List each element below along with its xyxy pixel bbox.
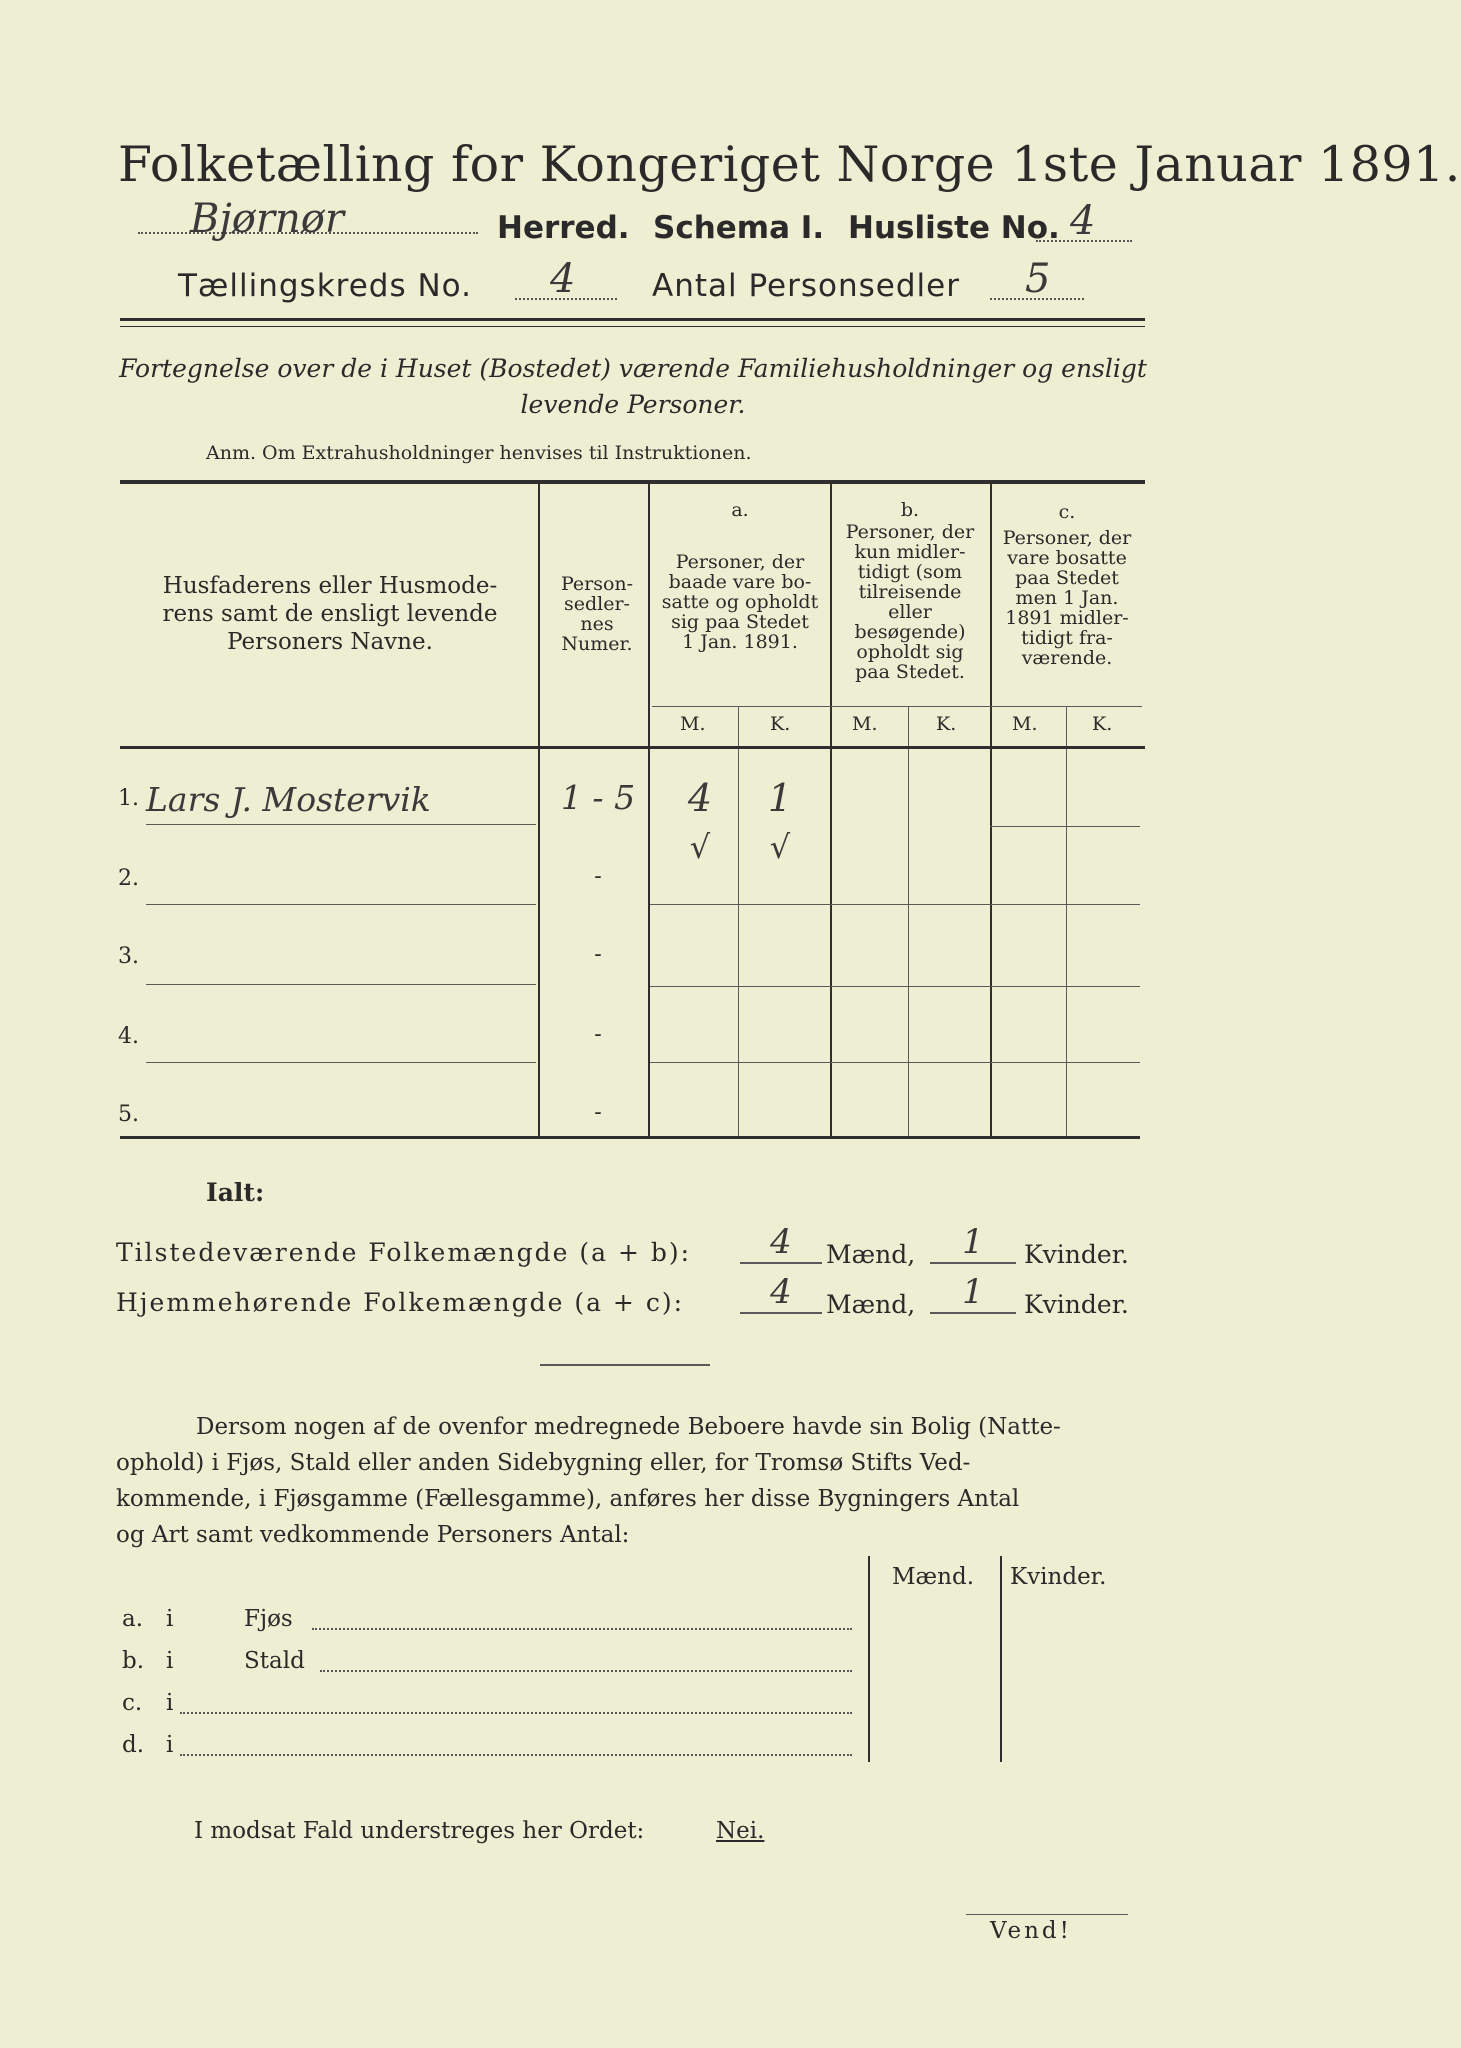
header-rule-bottom — [120, 326, 1145, 327]
totals-line-1-kvinder: 1 — [962, 1222, 984, 1262]
row-3-rule — [146, 984, 536, 985]
table-rule-bottom — [120, 1136, 1140, 1139]
herred-label: Herred. — [497, 210, 630, 246]
building-c-prep: i — [166, 1690, 174, 1716]
form-title: Folketælling for Kongeriget Norge 1ste Januar 1891. — [118, 136, 1461, 193]
col-num-header: Person- sedler- nes Numer. — [560, 573, 634, 655]
row-2-num: 2. — [118, 866, 139, 891]
row-4-sedler: - — [594, 1022, 602, 1047]
totals-line-1-maend-label: Mænd, — [826, 1240, 916, 1269]
building-b-dotline — [320, 1670, 852, 1672]
totals-line-2-kvinder-rule — [930, 1312, 1016, 1314]
row-2-a-m: √ — [689, 828, 711, 866]
totals-line-1-kvinder-rule — [930, 1262, 1016, 1264]
table-vline-bm — [908, 706, 909, 1136]
totals-line-1-label: Tilstedeværende Folkemængde (a + b): — [116, 1238, 692, 1267]
totals-line-2-label: Hjemmehørende Folkemængde (a + c): — [116, 1288, 684, 1317]
col-b-header: Personer, der kun midler- tidigt (som tilreisende eller besøgende) opholdt sig paa Stedet. — [845, 521, 975, 683]
buildings-para-1: Dersom nogen af de ovenfor medregnede Beboere havde sin Bolig (Natte- — [196, 1414, 1061, 1440]
mk-rule — [652, 706, 1142, 707]
building-a-letter: a. — [122, 1606, 144, 1632]
building-a-prep: i — [166, 1606, 174, 1632]
row-3-sedler: - — [594, 942, 602, 967]
table-vline-am — [738, 706, 739, 1136]
intro-line-1: Fortegnelse over de i Huset (Bostedet) værende Familiehusholdninger og ensligt — [119, 354, 1147, 383]
modsat-text: I modsat Fald understreges her Ordet: — [194, 1818, 645, 1844]
row-5-sedler: - — [594, 1100, 602, 1125]
header-rule-top — [120, 318, 1145, 321]
building-b-label: Stald — [244, 1648, 305, 1674]
row-2-sedler: - — [594, 864, 602, 889]
row-1-num: 1. — [118, 786, 139, 811]
building-c-dotline — [180, 1712, 852, 1714]
col-c-m: M. — [1012, 713, 1038, 735]
row-1-a-m: 4 — [687, 776, 713, 820]
table-vline-name — [538, 484, 540, 1136]
nei-word: Nei. — [716, 1818, 765, 1844]
antal-label: Antal Personsedler — [652, 268, 960, 304]
row-3-num: 3. — [118, 944, 139, 969]
antal-value: 5 — [1025, 256, 1051, 302]
col-b-k: K. — [936, 713, 957, 735]
totals-line-1-kvinder-label: Kvinder. — [1024, 1240, 1129, 1269]
husliste-value: 4 — [1070, 198, 1096, 244]
ialt-label: Ialt: — [206, 1178, 265, 1207]
building-d-prep: i — [166, 1732, 174, 1758]
row-3-rule-cols — [650, 986, 1140, 987]
col-a-header: Personer, der baade vare bo- satte og opholdt sig paa Stedet 1 Jan. 1891. — [661, 551, 819, 653]
totals-line-2-maend-label: Mænd, — [826, 1290, 916, 1319]
col-b-letter: b. — [900, 499, 920, 521]
schema-label: Schema I. — [653, 210, 825, 246]
totals-line-1-maend-rule — [740, 1262, 822, 1264]
herred-value: Bjørnør — [190, 196, 344, 242]
totals-line-2-maend-rule — [740, 1312, 822, 1314]
row-4-rule-cols — [650, 1062, 1140, 1063]
row-5-num: 5. — [118, 1102, 139, 1127]
totals-line-2-kvinder: 1 — [962, 1272, 984, 1312]
row-1-sedler: 1 - 5 — [560, 778, 636, 817]
anm-note: Anm. Om Extrahusholdninger henvises til Instruktionen. — [206, 442, 752, 464]
kreds-value: 4 — [550, 256, 576, 302]
intro-line-2: levende Personer. — [520, 390, 746, 419]
husliste-label: Husliste No. — [848, 210, 1060, 246]
buildings-para-2: ophold) i Fjøs, Stald eller anden Sidebygning eller, for Tromsø Stifts Ved- — [116, 1450, 971, 1476]
buildings-para-3: kommende, i Fjøsgamme (Fællesgamme), anføres her disse Bygningers Antal — [116, 1486, 1020, 1512]
buildings-para-4: og Art samt vedkommende Personers Antal: — [116, 1522, 630, 1548]
row-2-a-k: √ — [769, 828, 791, 866]
section-divider — [540, 1364, 710, 1366]
row-4-num: 4. — [118, 1024, 139, 1049]
totals-line-2-maend: 4 — [770, 1272, 792, 1312]
kreds-label: Tællingskreds No. — [178, 268, 472, 304]
building-a-dotline — [312, 1628, 852, 1630]
buildings-col-kvinder: Kvinder. — [1010, 1564, 1107, 1590]
row-4-rule — [146, 1062, 536, 1063]
building-b-prep: i — [166, 1648, 174, 1674]
col-c-k: K. — [1092, 713, 1113, 735]
building-c-letter: c. — [122, 1690, 143, 1716]
building-d-letter: d. — [122, 1732, 145, 1758]
row-1-name: Lars J. Mostervik — [146, 780, 431, 819]
table-vline-cm — [1066, 706, 1067, 1136]
col-name-header: Husfaderens eller Husmode- rens samt de ensligt levende Personers Navne. — [162, 573, 498, 655]
col-a-letter: a. — [731, 499, 749, 521]
row-2-rule — [146, 904, 536, 905]
col-c-header: Personer, der vare bosatte paa Stedet men 1 Jan. 1891 midler- tidigt fra- værende. — [1002, 527, 1132, 669]
building-d-dotline — [180, 1754, 852, 1756]
buildings-col-maend: Mænd. — [892, 1564, 975, 1590]
row-1-a-k: 1 — [767, 776, 793, 820]
col-b-m: M. — [852, 713, 878, 735]
totals-line-2-kvinder-label: Kvinder. — [1024, 1290, 1129, 1319]
buildings-vline-2 — [1000, 1556, 1002, 1762]
table-vline-num — [648, 484, 650, 1136]
row-2-rule-cols — [650, 904, 1140, 905]
vend-rule — [966, 1914, 1128, 1915]
building-b-letter: b. — [122, 1648, 145, 1674]
building-a-label: Fjøs — [244, 1606, 293, 1632]
row-1-rule-right — [990, 826, 1140, 827]
col-a-m: M. — [680, 713, 706, 735]
col-c-letter: c. — [1058, 501, 1076, 523]
row-1-rule — [146, 824, 536, 825]
table-rule-header — [120, 746, 1145, 749]
vend-text: Vend! — [990, 1918, 1072, 1944]
buildings-vline-1 — [868, 1556, 870, 1762]
totals-line-1-maend: 4 — [770, 1222, 792, 1262]
col-a-k: K. — [770, 713, 791, 735]
